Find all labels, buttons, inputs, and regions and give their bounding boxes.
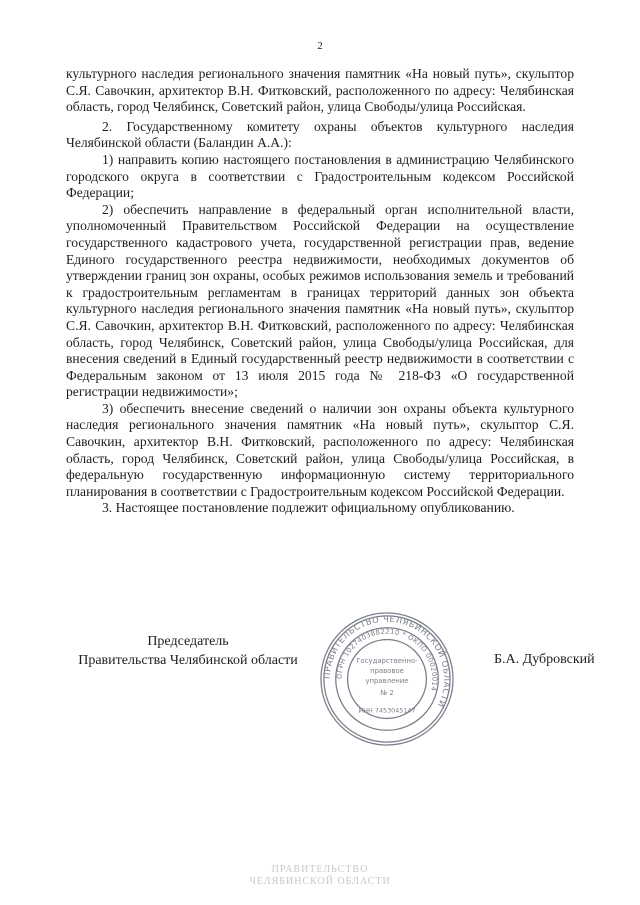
signature-block [0, 610, 640, 720]
paragraph-subitem-1: 1) направить копию настоящего постановления в администрацию Челябинского городского округа в соответствии с Градостроительным кодексом Российской Федерации; [66, 151, 574, 201]
signatory-name: Б.А. Дубровский [494, 652, 595, 667]
signatory-role-line2: Правительства Челябинской области [78, 653, 298, 668]
footer-watermark [0, 864, 640, 888]
footer-watermark-line1: ПРАВИТЕЛЬСТВО [271, 864, 369, 875]
page-number: 2 [317, 40, 323, 52]
signatory-role [68, 632, 308, 670]
official-seal [318, 610, 456, 748]
paragraph-item-3: 3. Настоящее постановление подлежит официальному опубликованию. [102, 500, 515, 516]
paragraph-subitem-3: 3) обеспечить внесение сведений о наличии зон охраны объекта культурного наследия регионального значения памятник «На новый путь», скульптор С.Я. Савочкин, архитектор В.Н. Фитковский, расположенного по адресу: Челябинская область, город Челябинск, Советский район, улица Свободы/улица Российская, в федеральную государственную информационную систему территориального планирования в соответствии с Градостроительным кодексом Российской Федерации. [66, 400, 574, 499]
seal-inn: ИНН 7453045147 [358, 706, 416, 715]
signatory-role-line1: Председатель [147, 634, 229, 649]
paragraph-item-2: 2. Государственному комитету охраны объектов культурного наследия Челябинской области (Баландин А.А.): [66, 118, 574, 151]
seal-center-line4: № 2 [380, 688, 394, 697]
seal-inner-text: ОГРН 1027403882210 * ОКПО 00020014 [335, 627, 439, 692]
footer-watermark-line2: ЧЕЛЯБИНСКОЙ ОБЛАСТИ [249, 876, 391, 887]
seal-center-line2: правовое [370, 667, 404, 676]
paragraph-continuation: культурного наследия регионального значения памятник «На новый путь», скульптор С.Я. Савочкин, архитектор В.Н. Фитковский, расположенного по адресу: Челябинская область, город Челябинск, Советский район, улица Свободы/улица Российская. [66, 66, 574, 115]
seal-center-line3: управление [365, 676, 409, 685]
official-seal-graphic [318, 610, 456, 748]
document-body [66, 66, 574, 517]
seal-outer-text: ПРАВИТЕЛЬСТВО ЧЕЛЯБИНСКОЙ ОБЛАСТИ [321, 613, 453, 710]
seal-center-line1: Государственно- [356, 657, 418, 666]
paragraph-subitem-2: 2) обеспечить направление в федеральный орган исполнительной власти, уполномоченный Правительством Российской Федерации на осуществление государственного кадастрового учета, государственной регистрации прав, ведение Единого государственного реестра недвижимости, необходимых документов об утверждении границ зон охраны, особых режимов использования земель и требований к градостроительным регламентам в границах территорий данных зон объекта культурного наследия регионального значения памятник «На новый путь», скульптор С.Я. Савочкин, архитектор В.Н. Фитковский, расположенного по адресу: Челябинская область, город Челябинск, Советский район, улица Свободы/улица Российская, для внесения сведений в Единый государственный реестр недвижимости в соответствии с Федеральным законом от 13 июля 2015 года № 218-ФЗ «О государственной регистрации недвижимости»; [66, 201, 574, 400]
